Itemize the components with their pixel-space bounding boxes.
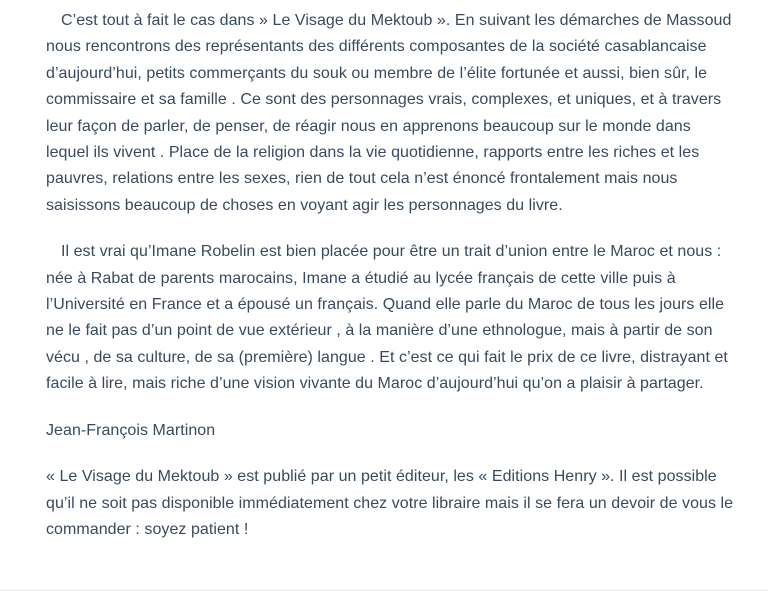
paragraph-publisher-note: « Le Visage du Mektoub » est publié par un petit éditeur, les « Editions Henry ». Il est possible qu’il ne soit pas disponible immédiatement chez votre libraire mais il se fera un devoir de vous le commander : soyez patient ! — [46, 468, 734, 538]
author-signature: Jean-François Martinon — [46, 421, 216, 439]
article-body — [46, 8, 736, 543]
paragraph-mektoub-review: C’est tout à fait le cas dans » Le Visage du Mektoub ». En suivant les démarches de Massoud nous rencontrons des représentants des différents composantes de la société casablancaise d’aujourd’hui, petits commerçants du souk ou membre de l’élite fortunée et aussi, bien sûr, le commissaire et sa famille . Ce sont des personnages vrais, complexes, et uniques, et à travers leur façon de parler, de penser, de réagir nous en apprenons beaucoup sur le monde dans lequel ils vivent . Place de la religion dans la vie quotidienne, rapports entre les riches et les pauvres, relations entre les sexes, rien de tout cela n’est énoncé frontalement mais nous saisissons beaucoup de choses en voyant agir les personnages du livre. — [46, 12, 732, 214]
paragraph-imane-robelin: Il est vrai qu’Imane Robelin est bien placée pour être un trait d’union entre le Maroc et nous : née à Rabat de parents marocains, Imane a étudié au lycée français de cette ville puis à l’Université en France et a épousé un français. Quand elle parle du Maroc de tous les jours elle ne le fait pas d’un point de vue extérieur , à la manière d’une ethnologue, mais à partir de son vécu , de sa culture, de sa (première) langue . Et c’est ce qui fait le prix de ce livre, distrayant et facile à lire, mais riche d’une vision vivante du Maroc d’aujourd’hui qu’on a plaisir à partager. — [46, 243, 728, 393]
